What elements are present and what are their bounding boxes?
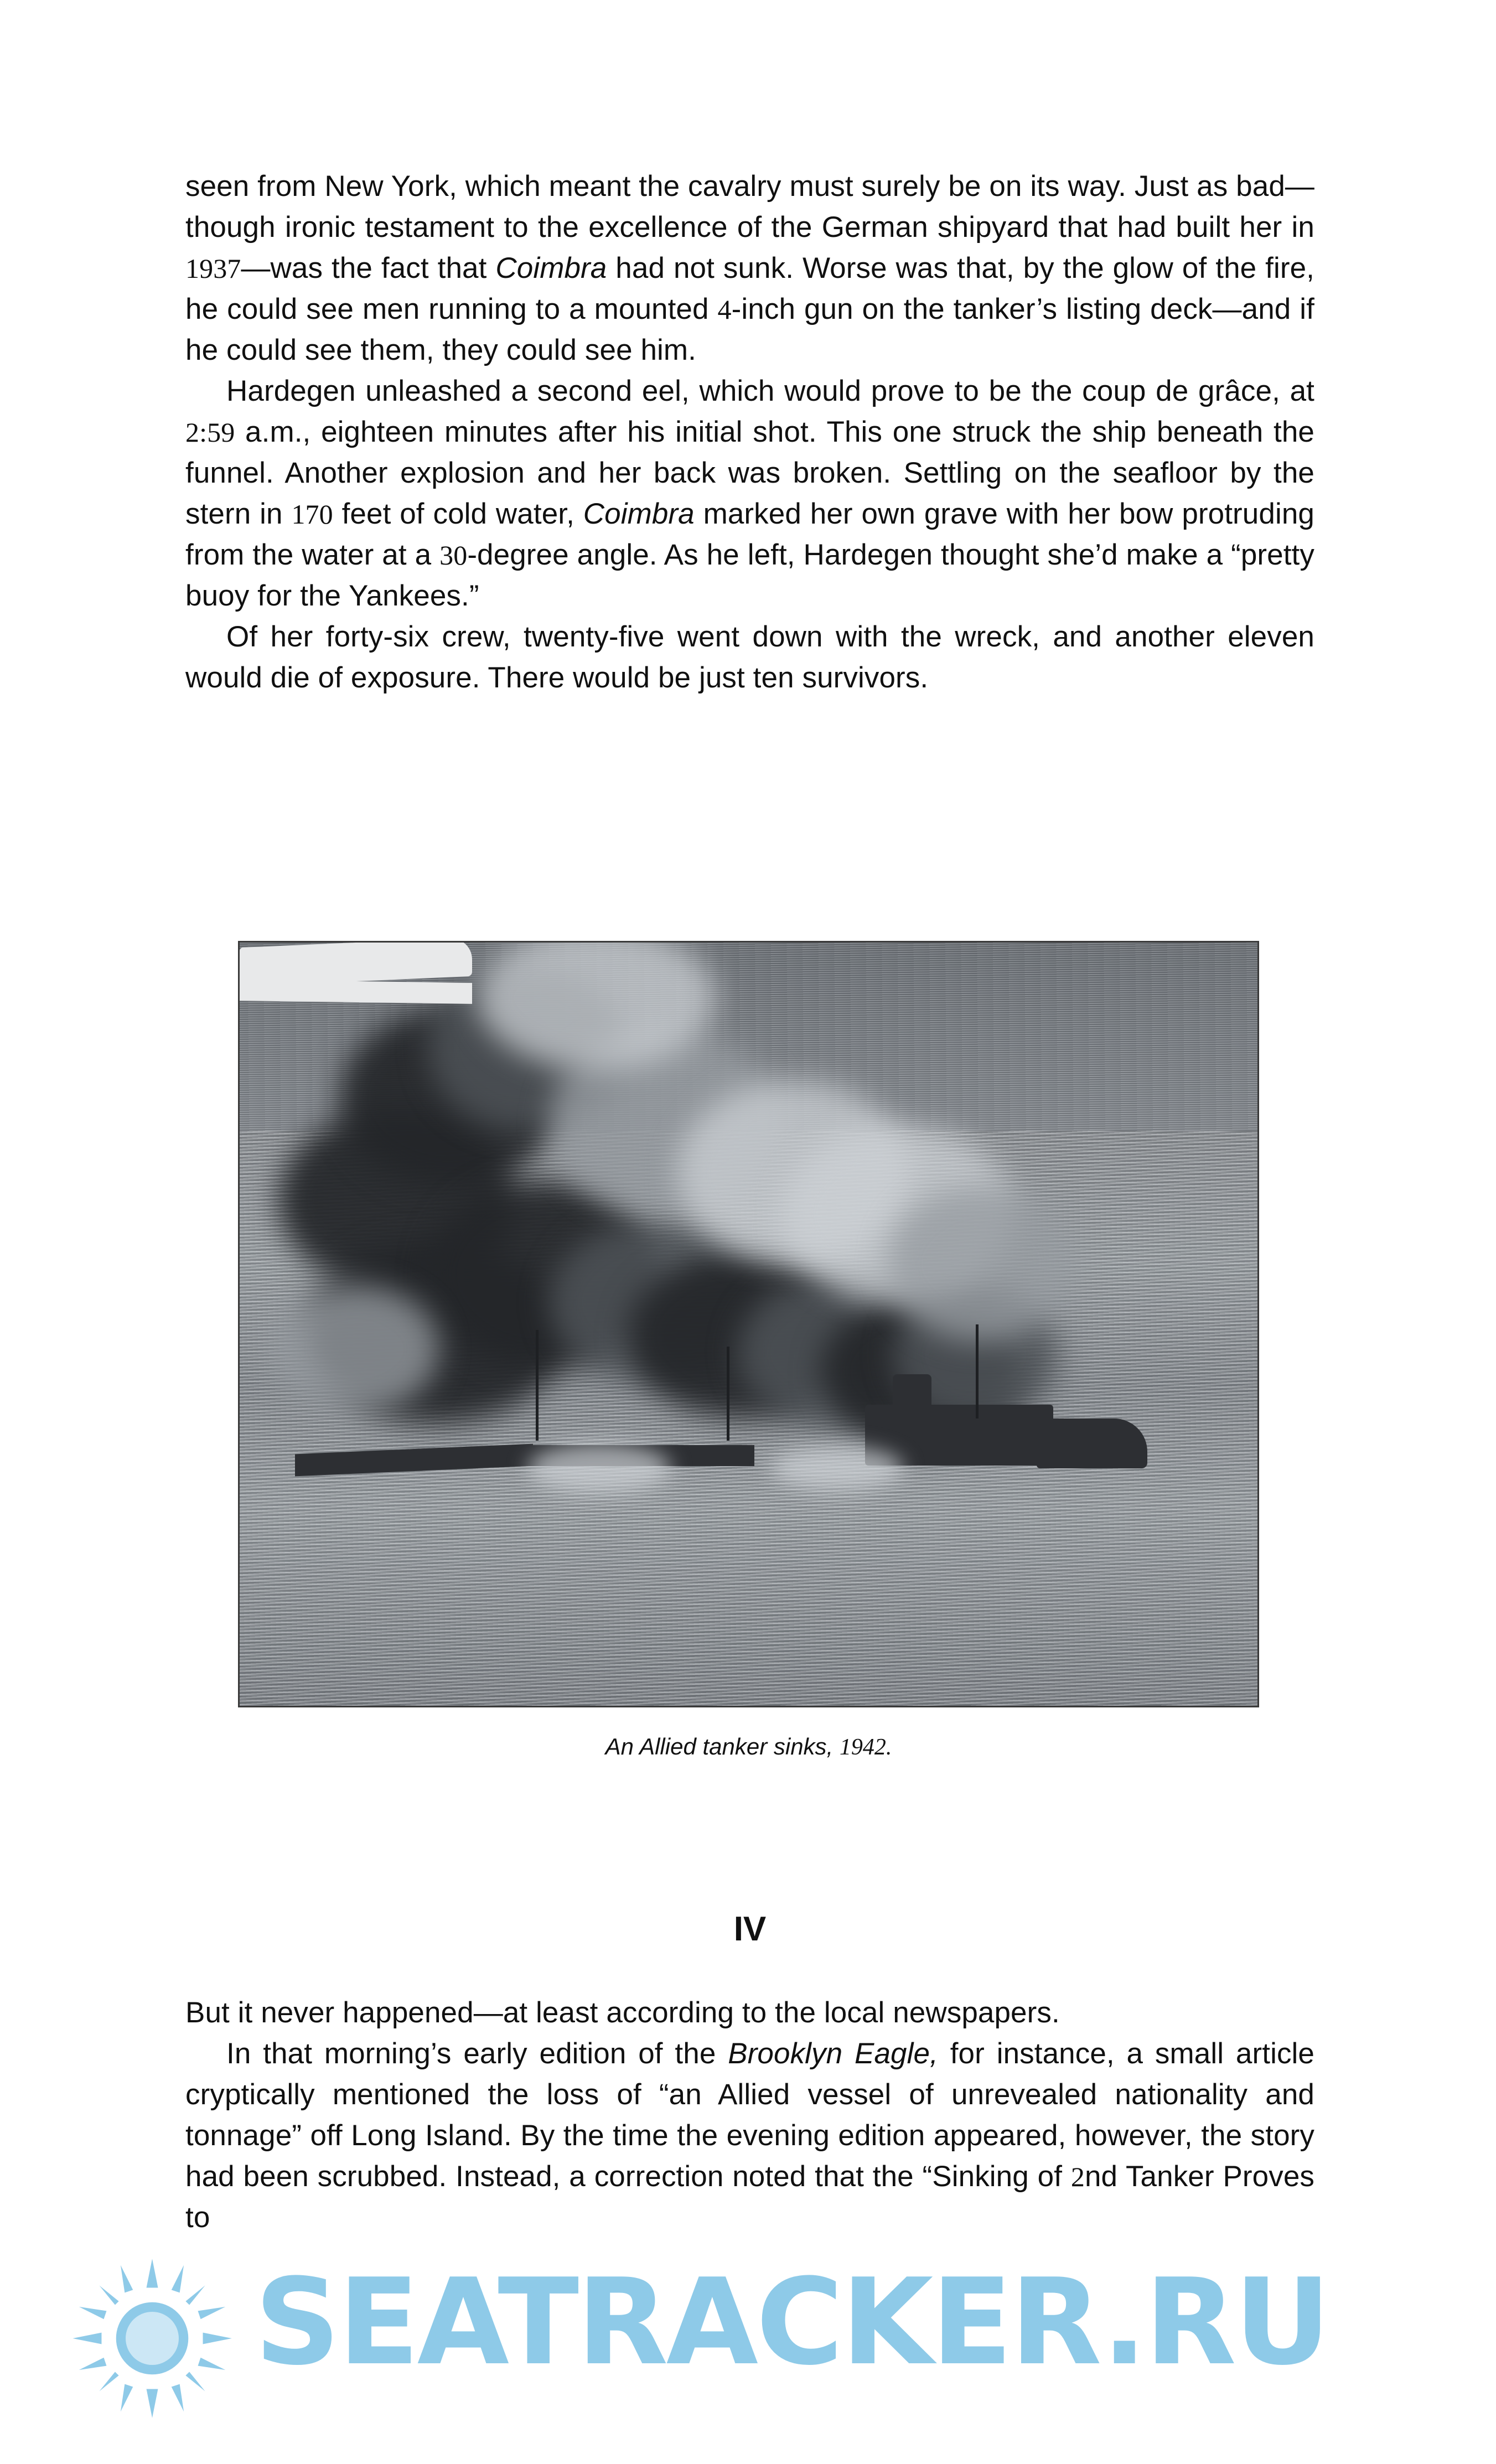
- paragraph-1: seen from New York, which meant the cavalry must surely be on its way. Just as bad—though ironic testament to the excellence of the German shipyard that had built her in 1937—was the fact that Coimbra had not sunk. Worse was that, by the glow of the fire, he could see men running to a mounted 4-inch gun on the tanker’s listing deck—and if he could see them, they could see him.: [185, 170, 1315, 366]
- ship-stern: [1037, 1419, 1147, 1468]
- water-spray: [527, 1443, 671, 1493]
- watermark-text: SEATRACKER.RU: [255, 2253, 1329, 2391]
- figure-image: [238, 941, 1259, 1707]
- smoke-plume: [273, 1286, 439, 1413]
- body-text-top: [185, 166, 1314, 698]
- paragraph-4: But it never happened—at least according to the local newspapers.: [185, 1996, 1060, 2029]
- smoke-plume: [887, 1186, 1075, 1341]
- figure-tanker-sinking: [238, 941, 1259, 1761]
- ship-mast-aft: [976, 1324, 979, 1419]
- ship-mast-forward: [536, 1330, 539, 1441]
- watermark: [33, 2236, 1494, 2457]
- ship-mast-mid: [727, 1347, 729, 1441]
- figure-caption: [238, 1733, 1259, 1761]
- body-text-bottom: [185, 1992, 1314, 2238]
- ship-funnel: [893, 1374, 931, 1419]
- section-number: IV: [733, 1910, 767, 1948]
- figure-caption-year: 1942.: [839, 1735, 892, 1760]
- sun-burst-icon: [64, 2250, 241, 2427]
- paragraph-5: In that morning’s early edition of the Brooklyn Eagle, for instance, a small article cryptically mentioned the loss of “an Allied vessel of unrevealed nationality and tonnage” off Long Island. By the time the evening edition appeared, however, the story had been scrubbed. Instead, a correction noted that the “Sinking of 2nd Tanker Proves to: [185, 2037, 1314, 2234]
- water-spray: [771, 1446, 904, 1490]
- ship-midship-deck: [240, 980, 472, 1004]
- figure-caption-text: An Allied tanker sinks,: [605, 1733, 840, 1759]
- paragraph-3: Of her forty-six crew, twenty-five went down with the wreck, and another eleven would die of exposure. There would be just ten survivors.: [185, 620, 1314, 694]
- paragraph-2: Hardegen unleashed a second eel, which would prove to be the coup de grâce, at 2:59 a.m., eighteen minutes after his initial shot. This one struck the ship beneath the funnel. Another explosion and her back was broken. Settling on the seafloor by the stern in 170 feet of cold water, Coimbra marked her own grave with her bow protruding from the water at a 30-degree angle. As he left, Hardegen thought she’d make a “pretty buoy for the Yankees.”: [185, 375, 1314, 612]
